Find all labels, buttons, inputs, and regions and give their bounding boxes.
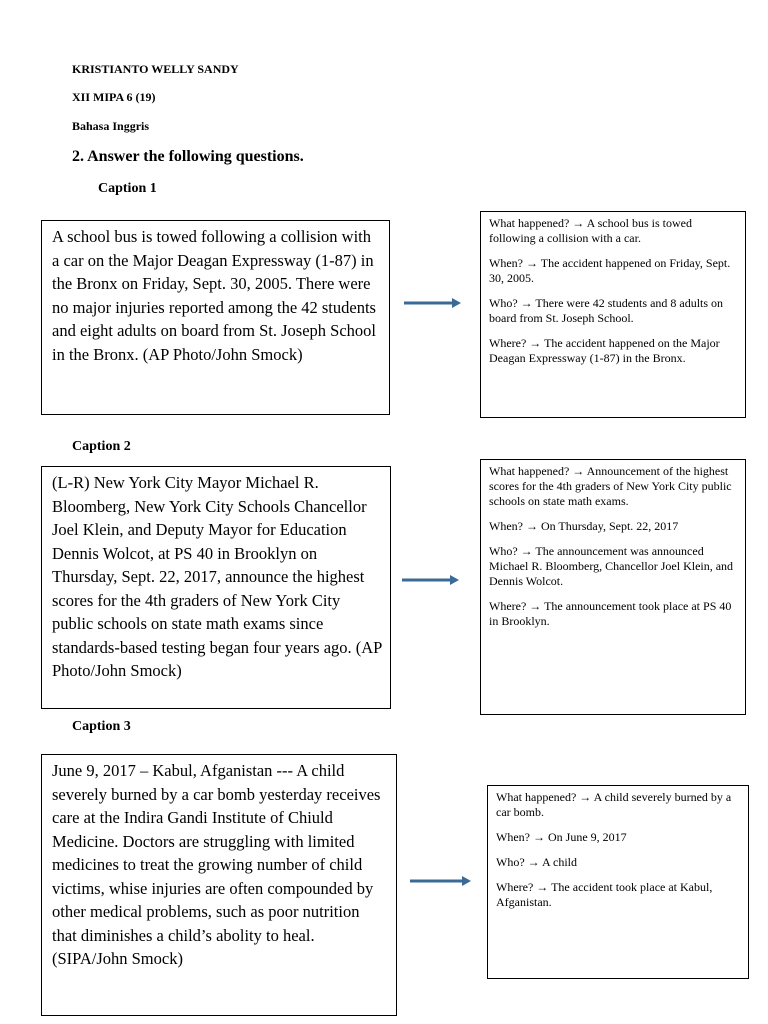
arrow-right-icon: [409, 873, 473, 889]
answer-what: What happened? → A school bus is towed following a collision with a car.: [489, 216, 692, 245]
answer-when: When? → The accident happened on Friday, Sept. 30, 2005.: [489, 256, 731, 285]
answer-who: Who? → A child: [496, 855, 577, 869]
caption-1-text: A school bus is towed following a collision with a car on the Major Deagan Expressway (1-87) in the Bronx on Friday, Sept. 30, 2005. There were no major injuries reported among the 42 students and eight adults on board from St. Joseph School in the Bronx. (AP Photo/John Smock): [52, 227, 377, 364]
section-title: 2. Answer the following questions.: [72, 148, 304, 165]
caption-3-text: June 9, 2017 – Kabul, Afganistan --- A child severely burned by a car bomb yesterday receives care at the Indira Gandi Institute of Chiuld Medicine. Doctors are struggling with limited medicines to treat the growing number of child victims, whise injuries are often compounded by other medical problems, such as poor nutrition that diminishes a child’s abolity to heal. (SIPA/John Smock): [52, 761, 381, 968]
caption-3-label: Caption 3: [72, 719, 131, 734]
answer-who: Who? → There were 42 students and 8 adults on board from St. Joseph School.: [489, 296, 724, 325]
answer-what: What happened? → Announcement of the highest scores for the 4th graders of New York City public schools on state math exams.: [489, 464, 732, 508]
caption-2-text: (L-R) New York City Mayor Michael R. Bloomberg, New York City Schools Chancellor Joel Klein, and Deputy Mayor for Education Dennis Wolcot, at PS 40 in Brooklyn on Thursday, Sept. 22, 2017, announce the highest scores for the 4th graders of New York City public schools on state math exams since standards-based testing began four years ago. (AP Photo/John Smock): [52, 473, 382, 680]
answer-where: Where? → The accident took place at Kabul, Afganistan.: [496, 880, 713, 909]
caption-1-label: Caption 1: [98, 181, 157, 196]
caption-3-answers: [487, 785, 749, 979]
student-class: XII MIPA 6 (19): [72, 90, 156, 104]
caption-1-box: [41, 220, 390, 415]
answer-where: Where? → The announcement took place at PS 40 in Brooklyn.: [489, 599, 732, 628]
caption-1-answers: [480, 211, 746, 418]
answer-what: What happened? → A child severely burned by a car bomb.: [496, 790, 732, 819]
caption-2-answers: [480, 459, 746, 715]
student-name: KRISTIANTO WELLY SANDY: [72, 62, 239, 76]
answer-when: When? → On June 9, 2017: [496, 830, 627, 844]
subject: Bahasa Inggris: [72, 119, 150, 133]
caption-2-box: [41, 466, 391, 709]
answer-who: Who? → The announcement was announced Michael R. Bloomberg, Chancellor Joel Klein, and Dennis Wolcot.: [489, 544, 734, 588]
answer-where: Where? → The accident happened on the Major Deagan Expressway (1-87) in the Bronx.: [489, 336, 720, 365]
answer-when: When? → On Thursday, Sept. 22, 2017: [489, 519, 679, 533]
arrow-right-icon: [401, 572, 461, 588]
arrow-right-icon: [403, 295, 463, 311]
caption-2-label: Caption 2: [72, 439, 131, 454]
caption-3-box: [41, 754, 397, 1016]
